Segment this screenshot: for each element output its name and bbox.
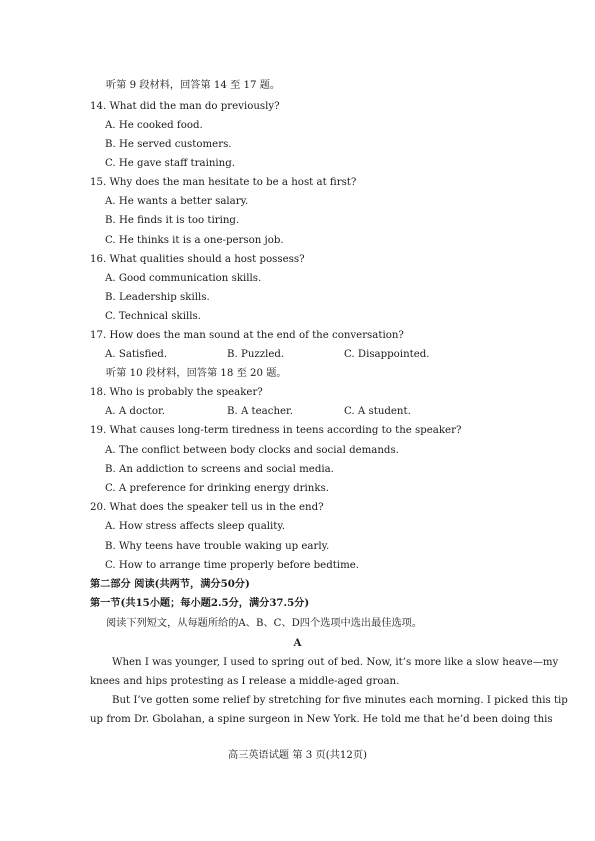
question-17-stem: 17. How does the man sound at the end of the conversation?: [90, 330, 404, 341]
passage-line-4: up from Dr. Gbolahan, a spine surgeon in New York. He told me that he’d been doing this: [90, 714, 553, 725]
reading-instruction: 阅读下列短文，从每题所给的A、B、C、D四个选项中选出最佳选项。: [106, 618, 423, 629]
question-19-option-c: C. A preference for drinking energy drinks.: [105, 483, 329, 494]
question-15-option-c: C. He thinks it is a one-person job.: [105, 235, 284, 246]
section10-intro: 听第 10 段材料，回答第 18 至 20 题。: [106, 368, 287, 379]
passage-line-1: When I was younger, I used to spring out of bed. Now, it’s more like a slow heave—my: [112, 657, 559, 668]
question-20-stem: 20. What does the speaker tell us in the end?: [90, 502, 324, 513]
question-18-option-c: C. A student.: [344, 406, 411, 417]
question-16-option-a: A. Good communication skills.: [105, 273, 262, 284]
question-17-option-c: C. Disappointed.: [344, 349, 430, 360]
part2-section1-title: 第一节(共15小题；每小题2.5分，满分37.5分): [90, 597, 310, 609]
question-16-stem: 16. What qualities should a host possess?: [90, 254, 305, 265]
part2-title: 第二部分 阅读(共两节，满分50分): [90, 578, 250, 590]
section9-intro: 听第 9 段材料，回答第 14 至 17 题。: [106, 80, 281, 91]
question-16-option-b: B. Leadership skills.: [105, 292, 210, 303]
question-15-option-b: B. He finds it is too tiring.: [105, 215, 240, 226]
question-17-option-a: A. Satisfied.: [105, 349, 168, 360]
question-14-option-a: A. He cooked food.: [105, 120, 203, 131]
question-20-option-b: B. Why teens have trouble waking up early.: [105, 541, 330, 552]
question-20-option-a: A. How stress affects sleep quality.: [105, 521, 286, 532]
question-19-stem: 19. What causes long-term tiredness in teens according to the speaker?: [90, 425, 462, 436]
question-14-option-b: B. He served customers.: [105, 139, 232, 150]
passage-label: A: [293, 637, 302, 649]
question-18-option-a: A. A doctor.: [105, 406, 166, 417]
page-footer: 高三英语试题 第 3 页(共12页): [228, 750, 367, 761]
question-19-option-b: B. An addiction to screens and social media.: [105, 464, 334, 475]
question-18-option-b: B. A teacher.: [227, 406, 294, 417]
question-17-option-b: B. Puzzled.: [227, 349, 285, 360]
question-16-option-c: C. Technical skills.: [105, 311, 201, 322]
question-20-option-c: C. How to arrange time properly before bedtime.: [105, 560, 360, 571]
question-19-option-a: A. The conflict between body clocks and social demands.: [105, 445, 399, 456]
question-14-option-c: C. He gave staff training.: [105, 158, 235, 169]
passage-line-2: knees and hips protesting as I release a middle-aged groan.: [90, 676, 400, 687]
question-18-stem: 18. Who is probably the speaker?: [90, 387, 263, 398]
question-15-stem: 15. Why does the man hesitate to be a host at first?: [90, 177, 357, 188]
question-14-stem: 14. What did the man do previously?: [90, 101, 280, 112]
question-15-option-a: A. He wants a better salary.: [105, 196, 249, 207]
passage-line-3: But I’ve gotten some relief by stretching for five minutes each morning. I picked this tip: [112, 695, 568, 706]
